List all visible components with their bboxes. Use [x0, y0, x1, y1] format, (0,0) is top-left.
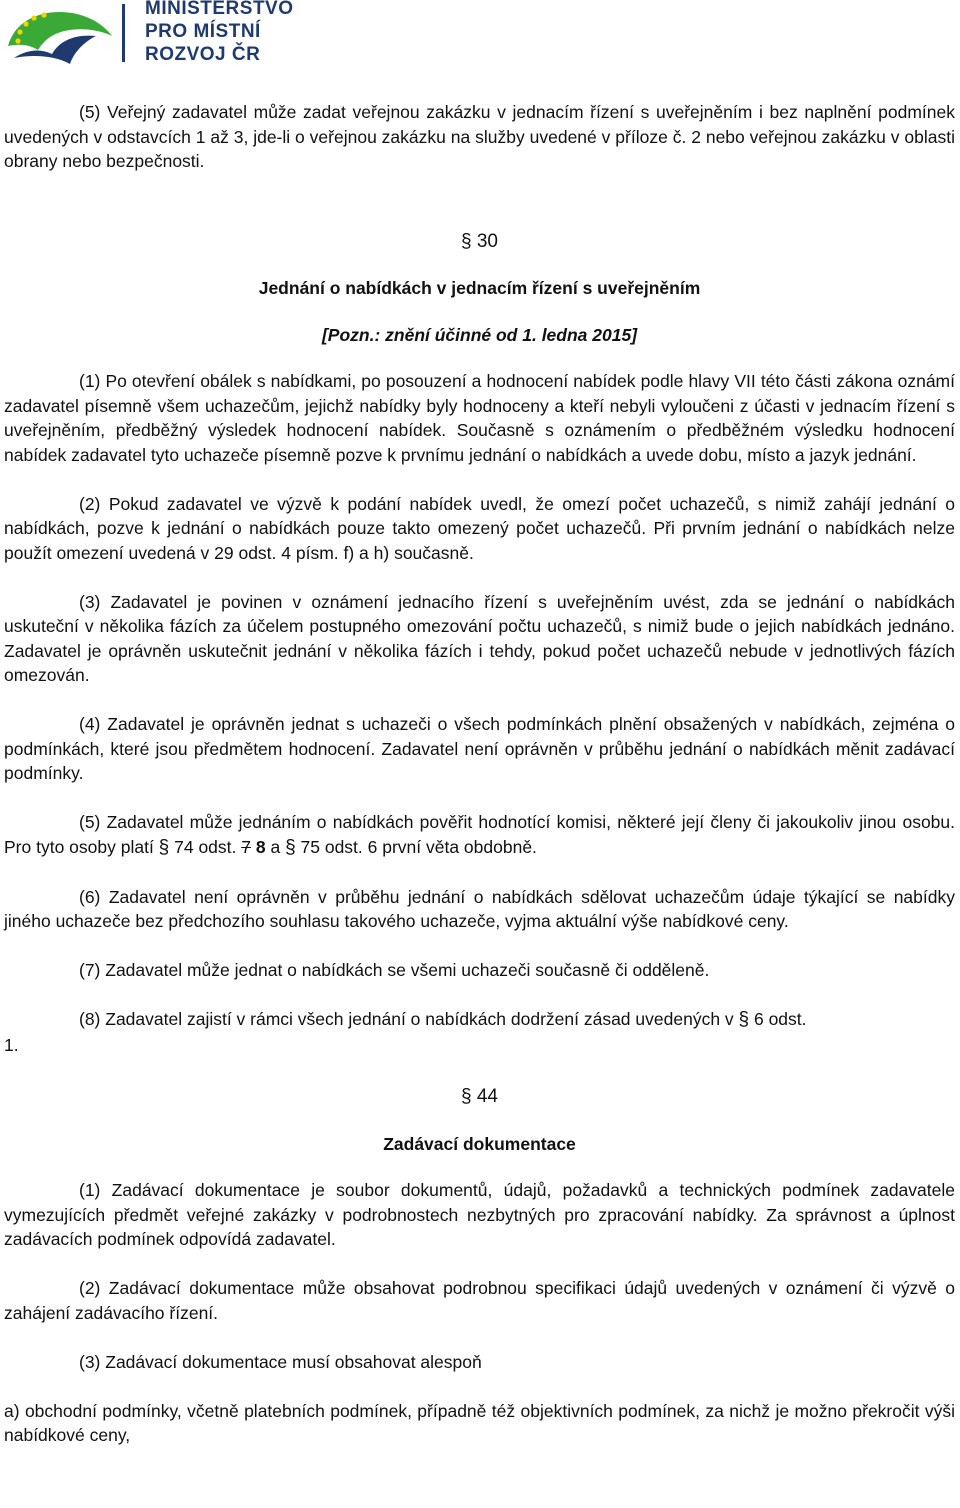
p5-text-e: 75 odst. 6 první věta obdobně. — [295, 836, 537, 857]
paragraph-s30-8-end: 1. — [4, 1034, 19, 1055]
p8-text-b: 6 odst. — [749, 1009, 807, 1029]
section-symbol: § — [461, 1086, 472, 1107]
section-44-heading — [4, 1085, 955, 1110]
paragraph-s30-6: (6) Zadavatel není oprávněn v průběhu jednání o nabídkách sdělovat uchazečům údaje týkající se nabídky jiného uchazeče bez předchozího souhlasu takového uchazeče, vyjma aktuální výše nabídkové ceny. — [4, 886, 955, 931]
section-44-title: Zadávací dokumentace — [383, 1133, 576, 1154]
ministry-logo — [4, 0, 304, 68]
inserted-text: 8 — [255, 836, 266, 857]
p5-text-a: (5) Zadavatel může jednáním o nabídkách pověřit hodnotící komisi, některé její členy či jakoukoliv jinou osobu. Pro tyto osoby platí — [4, 812, 955, 857]
paragraph-s44-1: (1) Zadávací dokumentace je soubor dokumentů, údajů, požadavků a technických podmínek zadavatele vymezujících předmět veřejné zakázky v podrobnostech nezbytných pro zpracování nabídky. Za správnost a úplnost zadávacích podmínek odpovídá zadavatel. — [4, 1180, 955, 1249]
paragraph-s30-7: (7) Zadavatel může jednat o nabídkách se všemi uchazeči současně či odděleně. — [79, 960, 710, 980]
section-symbol: § — [285, 836, 296, 858]
paragraph-s30-1: (1) Po otevření obálek s nabídkami, po posouzení a hodnocení nabídek podle hlavy VII této části zákona oznámí zadavatel písemně všem uchazečům, jejichž nabídky byly hodnoceny a kteří nebyli vyloučeni z účasti v jednacím řízení s uveřejněním, předběžný výsledek hodnocení nabídek. Současně s oznámením o předběžném výsledku hodnocení nabídek zadavatel tyto uchazeče písemně pozve k prvnímu jednání o nabídkách a uvede dobu, místo a jazyk jednání. — [4, 371, 955, 465]
paragraph-s30-8 — [4, 1007, 955, 1033]
logo-line-3: ROZVOJ ČR — [145, 44, 261, 65]
section-30-note: [Pozn.: znění účinné od 1. ledna 2015] — [321, 324, 638, 345]
document-body — [4, 100, 955, 1448]
section-symbol: § — [461, 230, 472, 252]
paragraph-s30-4: (4) Zadavatel je oprávněn jednat s uchazeči o všech podmínkách plnění obsažených v nabídkách, zejména o podmínkách, které jsou předmětem hodnocení. Zadavatel není oprávněn v průběhu jednání o nabídkách měnit zadávací podmínky. — [4, 714, 955, 783]
section-number: 30 — [476, 230, 498, 252]
section-30-heading — [4, 230, 955, 255]
struck-text: 7 — [241, 836, 251, 857]
list-item-a: a) obchodní podmínky, včetně platebních podmínek, případně též objektivních podmínek, za nichž je možno překročit výši nabídkové ceny, — [4, 1400, 955, 1445]
section-symbol: § — [738, 1009, 750, 1030]
paragraph-s30-2: (2) Pokud zadavatel ve výzvě k podání nabídek uvedl, že omezí počet uchazečů, s nimiž zahájí jednání o nabídkách, pozve k jednání o nabídkách pouze takto omezený počet uchazečů. Při prvním jednání o nabídkách nelze použít omezení uvedená v 29 odst. 4 písm. f) a h) současně. — [4, 493, 955, 563]
p5-text-d: a — [265, 836, 286, 857]
paragraph-s30-5 — [4, 810, 955, 860]
logo-line-2: PRO MÍSTNÍ — [145, 21, 261, 42]
logo-wordmark — [145, 0, 294, 66]
section-30-title: Jednání o nabídkách v jednacím řízení s uveřejněním — [258, 278, 701, 298]
p8-text-a: (8) Zadavatel zajistí v rámci všech jednání o nabídkách dodržení zásad uvedených v — [79, 1009, 739, 1029]
section-number: 44 — [476, 1086, 498, 1107]
logo-divider — [122, 4, 125, 62]
logo-emblem-icon — [4, 0, 116, 68]
paragraph-s29-5: (5) Veřejný zadavatel může zadat veřejnou zakázku v jednacím řízení s uveřejněním i bez naplnění podmínek uvedených v odstavcích 1 až 3, jde-li o veřejnou zakázku na služby uvedené v příloze č. 2 nebo veřejnou zakázku v oblasti obrany nebo bezpečnosti. — [4, 102, 955, 171]
paragraph-s44-2: (2) Zadávací dokumentace může obsahovat podrobnou specifikaci údajů uvedených v oznámení či výzvě o zahájení zadávacího řízení. — [4, 1278, 955, 1323]
paragraph-s44-3: (3) Zadávací dokumentace musí obsahovat alespoň — [79, 1351, 482, 1372]
section-symbol: § — [158, 836, 170, 858]
p5-text-b: 74 odst. — [169, 836, 242, 857]
paragraph-s30-3: (3) Zadavatel je povinen v oznámení jednacího řízení s uveřejněním uvést, zda se jednání o nabídkách uskuteční v několika fázích za účelem postupného omezování počtu uchazečů, s nimiž bude o jejich nabídkách jednáno. Zadavatel je oprávněn uskutečnit jednání v několika fázích i tehdy, pokud počet uchazečů nebude v jednotlivých fázích omezován. — [4, 591, 955, 685]
logo-line-1: MINISTERSTVO — [145, 0, 294, 19]
